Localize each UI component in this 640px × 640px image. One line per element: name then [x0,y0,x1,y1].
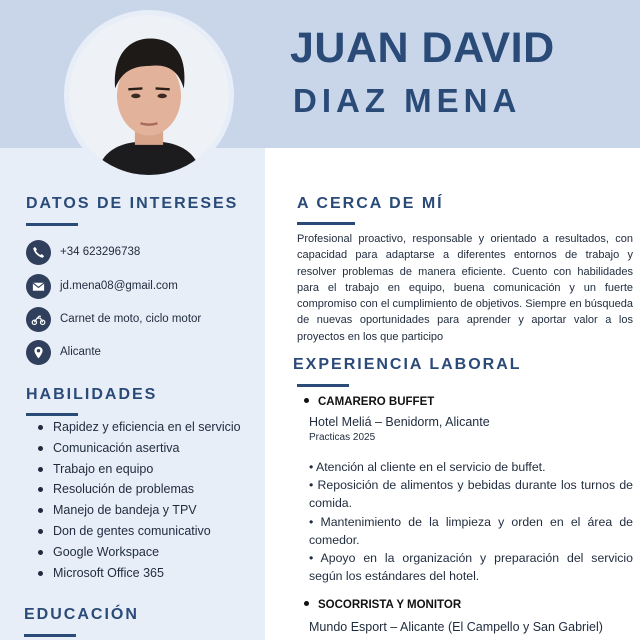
skill-item: Comunicación asertiva [36,438,262,459]
job-title: SOCORRISTA Y MONITOR [304,599,461,611]
about-section-title: A CERCA DE MÍ [297,195,444,212]
experience-section-title: EXPERIENCIA LABORAL [293,356,522,373]
motorcycle-icon [26,307,51,332]
contact-license-text: Carnet de moto, ciclo motor [60,313,202,325]
contact-location-text: Alicante [60,346,101,358]
job-task: • Atención al cliente en el servicio de buffet. [309,460,546,474]
contact-location [26,339,256,365]
skills-list [36,417,262,583]
job-task-list [309,458,633,585]
skill-item: Manejo de bandeja y TPV [36,500,262,521]
name-last-line: DIAZ MENA [293,82,522,119]
email-icon [26,274,51,299]
skill-item: Don de gentes comunicativo [36,521,262,542]
contact-phone-text: +34 623296738 [60,246,141,258]
about-paragraph: Profesional proactivo, responsable y orientado a resultados, con capacidad para adaptarse a diferentes entornos de trabajo y resolver problemas de manera eficiente. Cuento con habilidades para el trabajo en equipo, buena comunicación y un fuerte compromiso con el cumplimiento de objetivos. Siempre en búsqueda de nuevas oportunidades para aprender y aportar valor a los proyectos en los que participo [297,233,633,343]
job-task: • Reposición de alimentos y bebidas durante los turnos de comida. [309,478,633,511]
skill-item: Google Workspace [36,542,262,563]
job-company: Hotel Meliá – Benidorm, Alicante [309,415,490,429]
skill-item: Rapidez y eficiencia en el servicio [36,417,262,438]
education-section-title: EDUCACIÓN [24,606,139,623]
skill-item: Microsoft Office 365 [36,563,262,584]
job-task: • Apoyo en la organización y preparación del servicio según los estándares del hotel. [309,551,633,584]
contact-section-title: DATOS DE INTERESES [26,195,239,212]
job-task: • Mantenimiento de la limpieza y orden en el área de comedor. [309,514,633,547]
contact-section-underline [26,223,78,226]
contact-phone [26,239,256,265]
job-title: CAMARERO BUFFET [304,396,434,408]
about-section-underline [297,222,355,225]
contact-license [26,306,256,332]
contact-email-text: jd.mena08@gmail.com [60,280,178,292]
skills-section-underline [26,413,78,416]
job-company: Mundo Esport – Alicante (El Campello y San Gabriel) [309,620,603,634]
education-section-underline [24,634,76,637]
skills-section-title: HABILIDADES [26,386,158,403]
name-first-line: JUAN DAVID [290,24,555,72]
skill-item: Trabajo en equipo [36,459,262,480]
location-pin-icon [26,340,51,365]
profile-photo [64,10,234,180]
experience-section-underline [297,384,349,387]
phone-icon [26,240,51,265]
job-period: Practicas 2025 [309,432,376,443]
skill-item: Resolución de problemas [36,479,262,500]
contact-email [26,273,256,299]
